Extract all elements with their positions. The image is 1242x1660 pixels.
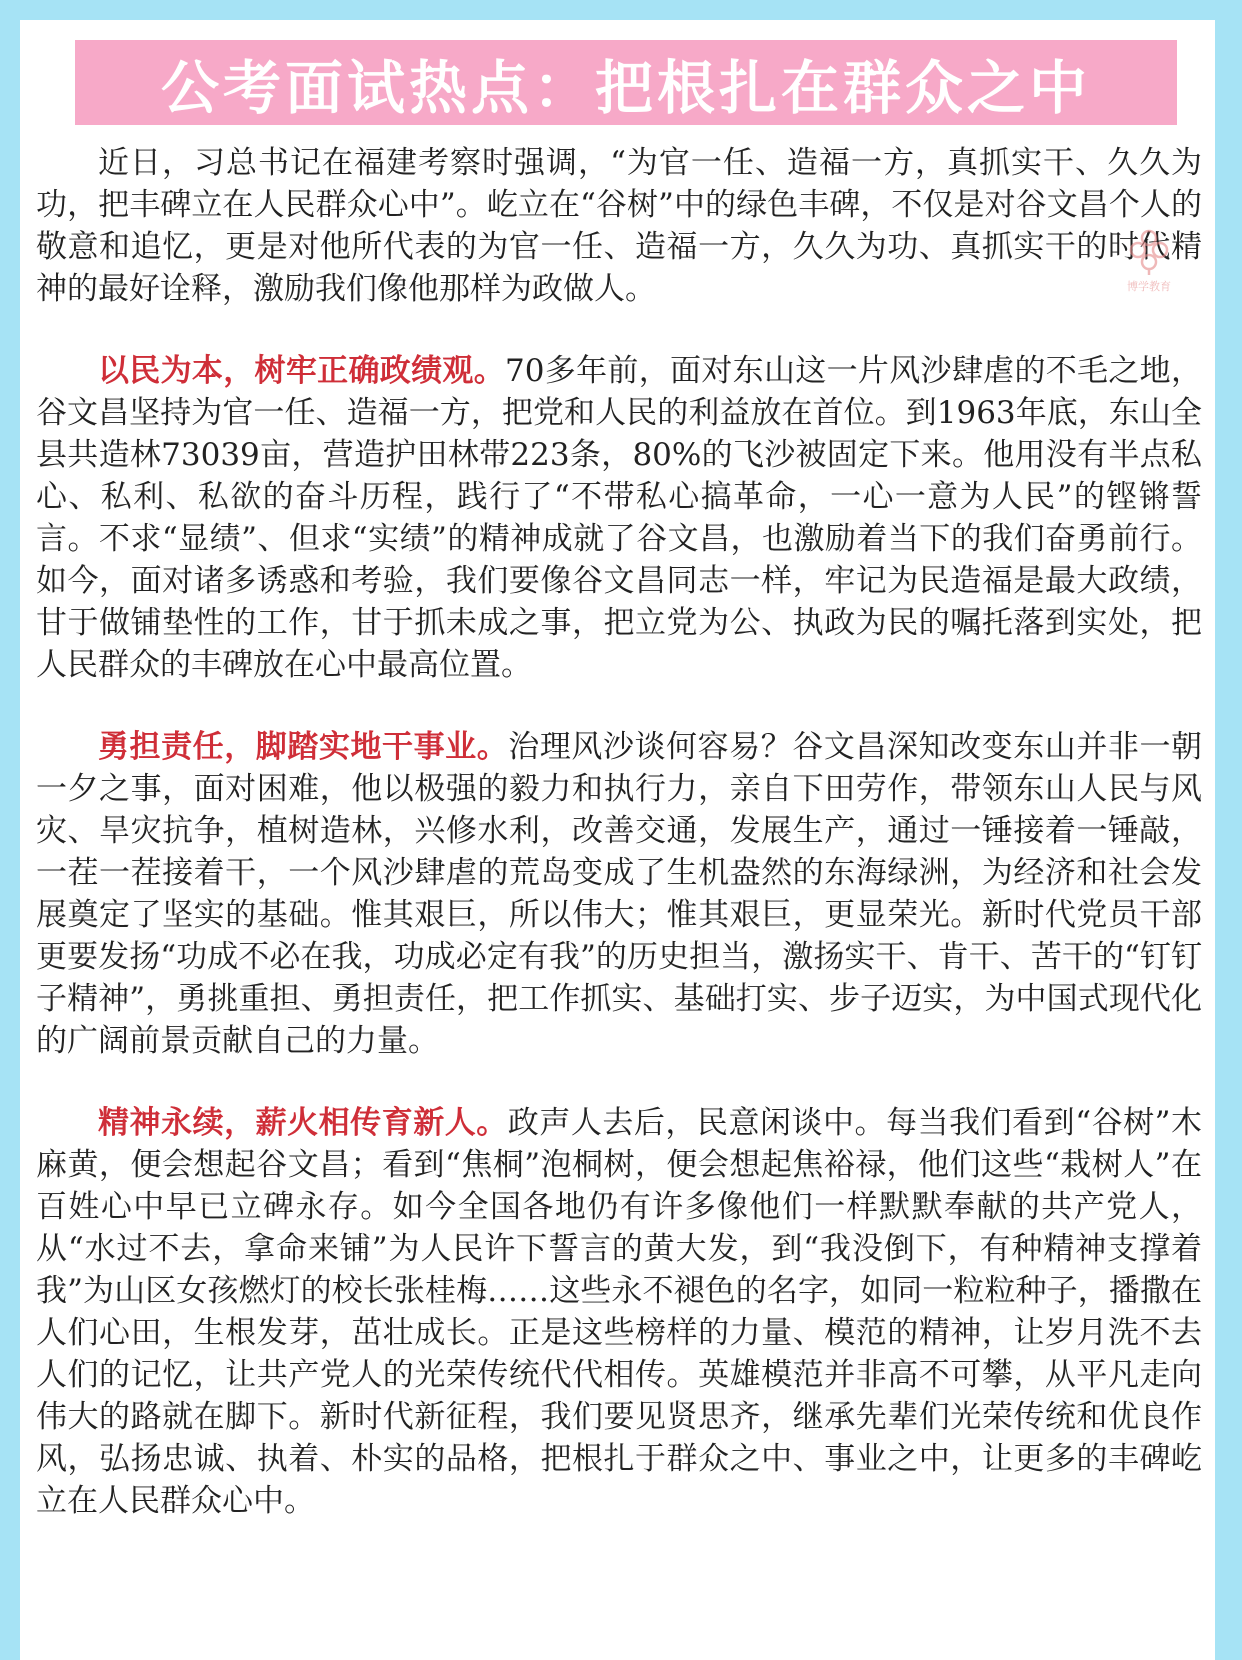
paragraph-text: 治理风沙谈何容易？谷文昌深知改变东山并非一朝一夕之事，面对困难，他以极强的毅力和执行力，亲自下田劳作，带领东山人民与风灾、旱灾抗争，植树造林，兴修水利，改善交通，发展生产，通过一锤接着一锤敲，一茬一茬接着干，一个风沙肆虐的荒岛变成了生机盎然的东海绿洲，为经济和社会发展奠定了坚实的基础。惟其艰巨，所以伟大；惟其艰巨，更显荣光。新时代党员干部更要发扬“功成不必在我，功成必定有我”的历史担当，激扬实干、肯干、苦干的“钉钉子精神”，勇挑重担、勇担责任，把工作抓实、基础打实、步子迈实，为中国式现代化的广阔前景贡献自己的力量。 (36, 729, 1202, 1059)
section-heading: 精神永续，薪火相传育新人。 (98, 1105, 508, 1141)
section-paragraph-3 (36, 1102, 1202, 1522)
section-paragraph-1 (36, 350, 1202, 686)
paragraph-text: 政声人去后，民意闲谈中。每当我们看到“谷树”木麻黄，便会想起谷文昌；看到“焦桐”泡桐树，便会想起焦裕禄，他们这些“栽树人”在百姓心中早已立碑永存。如今全国各地仍有许多像他们一样默默奉献的共产党人，从“水过不去，拿命来铺”为人民许下誓言的黄大发，到“我没倒下，有种精神支撑着我”为山区女孩燃灯的校长张桂梅……这些永不褪色的名字，如同一粒粒种子，播撒在人们心田，生根发芽，茁壮成长。正是这些榜样的力量、模范的精神，让岁月洗不去人们的记忆，让共产党人的光荣传统代代相传。英雄模范并非高不可攀，从平凡走向伟大的路就在脚下。新时代新征程，我们要见贤思齐，继承先辈们光荣传统和优良作风，弘扬忠诚、执着、朴实的品格，把根扎于群众之中、事业之中，让更多的丰碑屹立在人民群众心中。 (36, 1105, 1202, 1519)
watermark-text: 博学教育 (1127, 280, 1171, 293)
paragraph-text: 70多年前，面对东山这一片风沙肆虐的不毛之地，谷文昌坚持为官一任、造福一方，把党和人民的利益放在首位。到1963年底，东山全县共造林73039亩，营造护田林带223条，80%的飞沙被固定下来。他用没有半点私心、私利、私欲的奋斗历程，践行了“不带私心搞革命，一心一意为人民”的铿锵誓言。不求“显绩”、但求“实绩”的精神成就了谷文昌，也激励着当下的我们奋勇前行。如今，面对诸多诱惑和考验，我们要像谷文昌同志一样，牢记为民造福是最大政绩，甘于做铺垫性的工作，甘于抓未成之事，把立党为公、执政为民的嘱托落到实处，把人民群众的丰碑放在心中最高位置。 (36, 353, 1202, 683)
section-paragraph-2 (36, 726, 1202, 1062)
page-title: 公考面试热点：把根扎在群众之中 (160, 53, 1091, 122)
article-card (20, 20, 1215, 1660)
logo-flower-icon (1127, 228, 1171, 276)
section-heading: 勇担责任，脚踏实地干事业。 (98, 729, 509, 765)
intro-paragraph (36, 142, 1202, 310)
title-banner (75, 40, 1177, 125)
watermark-logo (1114, 228, 1184, 308)
section-heading: 以民为本，树牢正确政绩观。 (98, 353, 506, 389)
paragraph-text: 近日，习总书记在福建考察时强调，“为官一任、造福一方，真抓实干、久久为功，把丰碑立在人民群众心中”。屹立在“谷树”中的绿色丰碑，不仅是对谷文昌个人的敬意和追忆，更是对他所代表的为官一任、造福一方，久久为功、真抓实干的时代精神的最好诠释，激励我们像他那样为政做人。 (36, 145, 1202, 307)
article-body (36, 142, 1202, 1522)
